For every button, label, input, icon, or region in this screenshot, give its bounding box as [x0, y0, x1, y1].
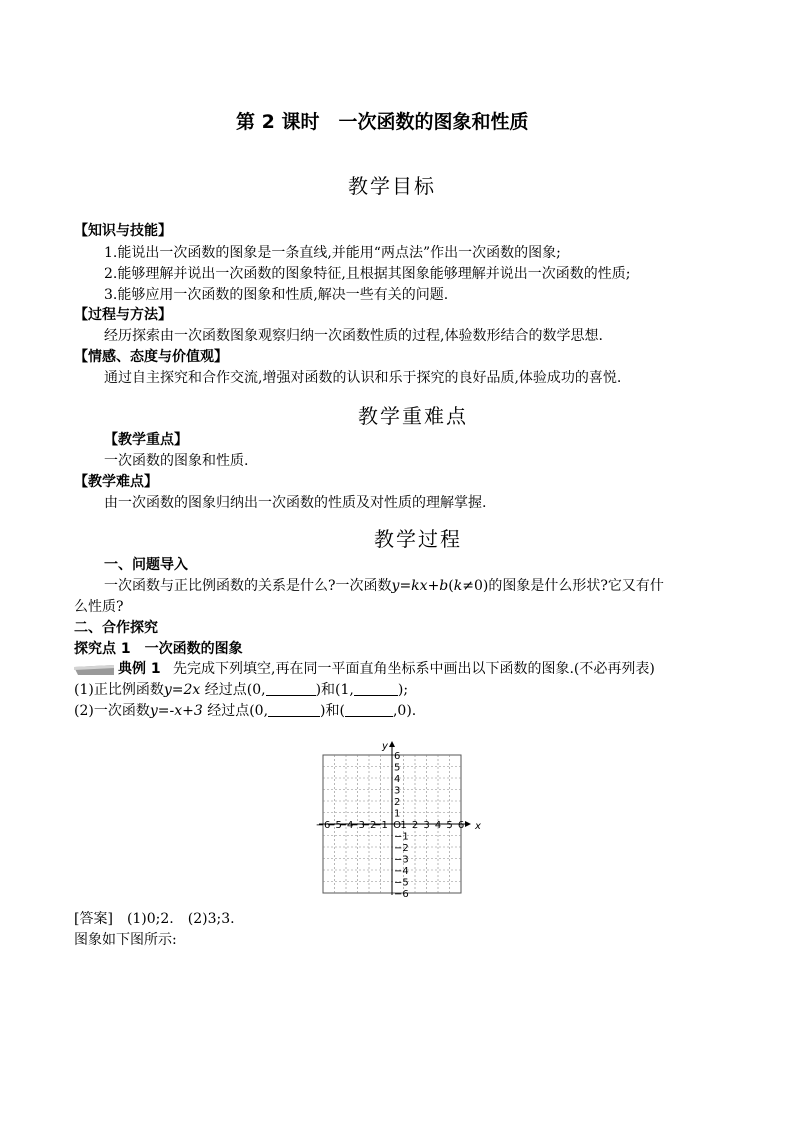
x-tick-label: 1: [400, 820, 407, 831]
x-tick-label: −4: [338, 820, 354, 831]
y-tick-label: 3: [394, 785, 401, 797]
y-tick-label: 6: [394, 751, 401, 762]
x-tick-label: −5: [327, 820, 342, 831]
y-tick-label: −2: [394, 843, 409, 854]
figure-caption: 图象如下图所示:: [74, 932, 177, 948]
y-tick-label: 2: [394, 797, 401, 808]
intro-line-1: 一次函数与正比例函数的关系是什么?一次函数y=kx+b(k≠0)的图象是什么形状?它又有什: [104, 578, 664, 594]
x-tick-label: 3: [423, 820, 430, 831]
emotion-heading: 【情感、态度与价值观】: [74, 349, 228, 365]
focus-text: 一次函数的图象和性质.: [104, 453, 249, 469]
x-tick-label: −3: [350, 820, 365, 831]
x-tick-label: 6: [457, 820, 465, 831]
explore-point-heading: 探究点 1 一次函数的图象: [74, 641, 243, 657]
answer-text: (1)0;2. (2)3;3.: [126, 911, 235, 927]
x-tick-label: −2: [361, 820, 377, 831]
y-tick-label: 5: [394, 762, 401, 774]
answer-label: [答案]: [74, 911, 113, 927]
section-heading-key-points: 教学重难点: [358, 404, 468, 428]
part2-heading: 二、合作探究: [74, 620, 158, 636]
x-axis-arrow-icon: [465, 821, 471, 827]
example-text: 先完成下列填空,再在同一平面直角坐标系中画出以下函数的图象.(不必再列表): [173, 661, 655, 677]
y-tick-label: −1: [394, 831, 409, 843]
y-tick-label: −4: [394, 866, 409, 877]
part1-heading: 一、问题导入: [104, 557, 188, 573]
process-method-text: 经历探索由一次函数图象观察归纳一次函数性质的过程,体验数形结合的数学思想.: [104, 328, 603, 344]
y-axis-label: y: [382, 741, 388, 752]
blank-3[interactable]: [268, 702, 320, 717]
difficulty-text: 由一次函数的图象归纳出一次函数的性质及对性质的理解掌握.: [104, 495, 487, 511]
knowledge-heading: 【知识与技能】: [74, 223, 172, 239]
example-label: 典例 1: [118, 661, 161, 677]
answer-line: [74, 909, 235, 929]
y-tick-label: −3: [394, 854, 409, 866]
question-1: (1)正比例函数y=2x 经过点(0, )和(1, );: [74, 682, 409, 698]
focus-heading: 【教学重点】: [104, 432, 188, 448]
x-axis-label: x: [475, 821, 481, 832]
y-tick-label: −5: [394, 877, 409, 889]
x-tick-label: 5: [446, 820, 453, 831]
intro-line-2: 么性质?: [74, 599, 124, 615]
x-tick-label: 2: [411, 820, 419, 831]
y-tick-label: 1: [394, 808, 401, 820]
emotion-text: 通过自主探究和合作交流,增强对函数的认识和乐于探究的良好品质,体验成功的喜悦.: [104, 370, 622, 386]
coordinate-grid-svg: [305, 728, 490, 898]
blank-1[interactable]: [266, 681, 316, 696]
difficulty-heading: 【教学难点】: [74, 474, 158, 490]
origin-label: O: [393, 820, 401, 831]
x-tick-label: 4: [434, 820, 442, 831]
x-tick-label: −1: [373, 820, 388, 831]
blank-2[interactable]: [354, 681, 398, 696]
section-heading-goals: 教学目标: [348, 174, 436, 198]
y-tick-label: 4: [394, 774, 401, 785]
blank-4[interactable]: [345, 702, 393, 717]
y-tick-label: −6: [394, 889, 409, 898]
process-method-heading: 【过程与方法】: [74, 307, 172, 323]
y-axis-arrow-icon: [389, 741, 395, 747]
knowledge-item: 1.能说出一次函数的图象是一条直线,并能用“两点法”作出一次函数的图象;: [104, 245, 561, 261]
knowledge-item: 3.能够应用一次函数的图象和性质,解决一些有关的问题.: [104, 287, 449, 303]
knowledge-item: 2.能够理解并说出一次函数的图象特征,且根据其图象能够理解并说出一次函数的性质;: [104, 266, 631, 282]
page-title: 第 2 课时 一次函数的图象和性质: [236, 111, 529, 133]
x-tick-label: −6: [315, 820, 331, 831]
example-badge-icon: [74, 662, 116, 674]
section-heading-process: 教学过程: [374, 527, 462, 551]
coordinate-grid: [305, 728, 490, 898]
question-2: (2)一次函数y=-x+3 经过点(0, )和( ,0).: [74, 703, 417, 719]
